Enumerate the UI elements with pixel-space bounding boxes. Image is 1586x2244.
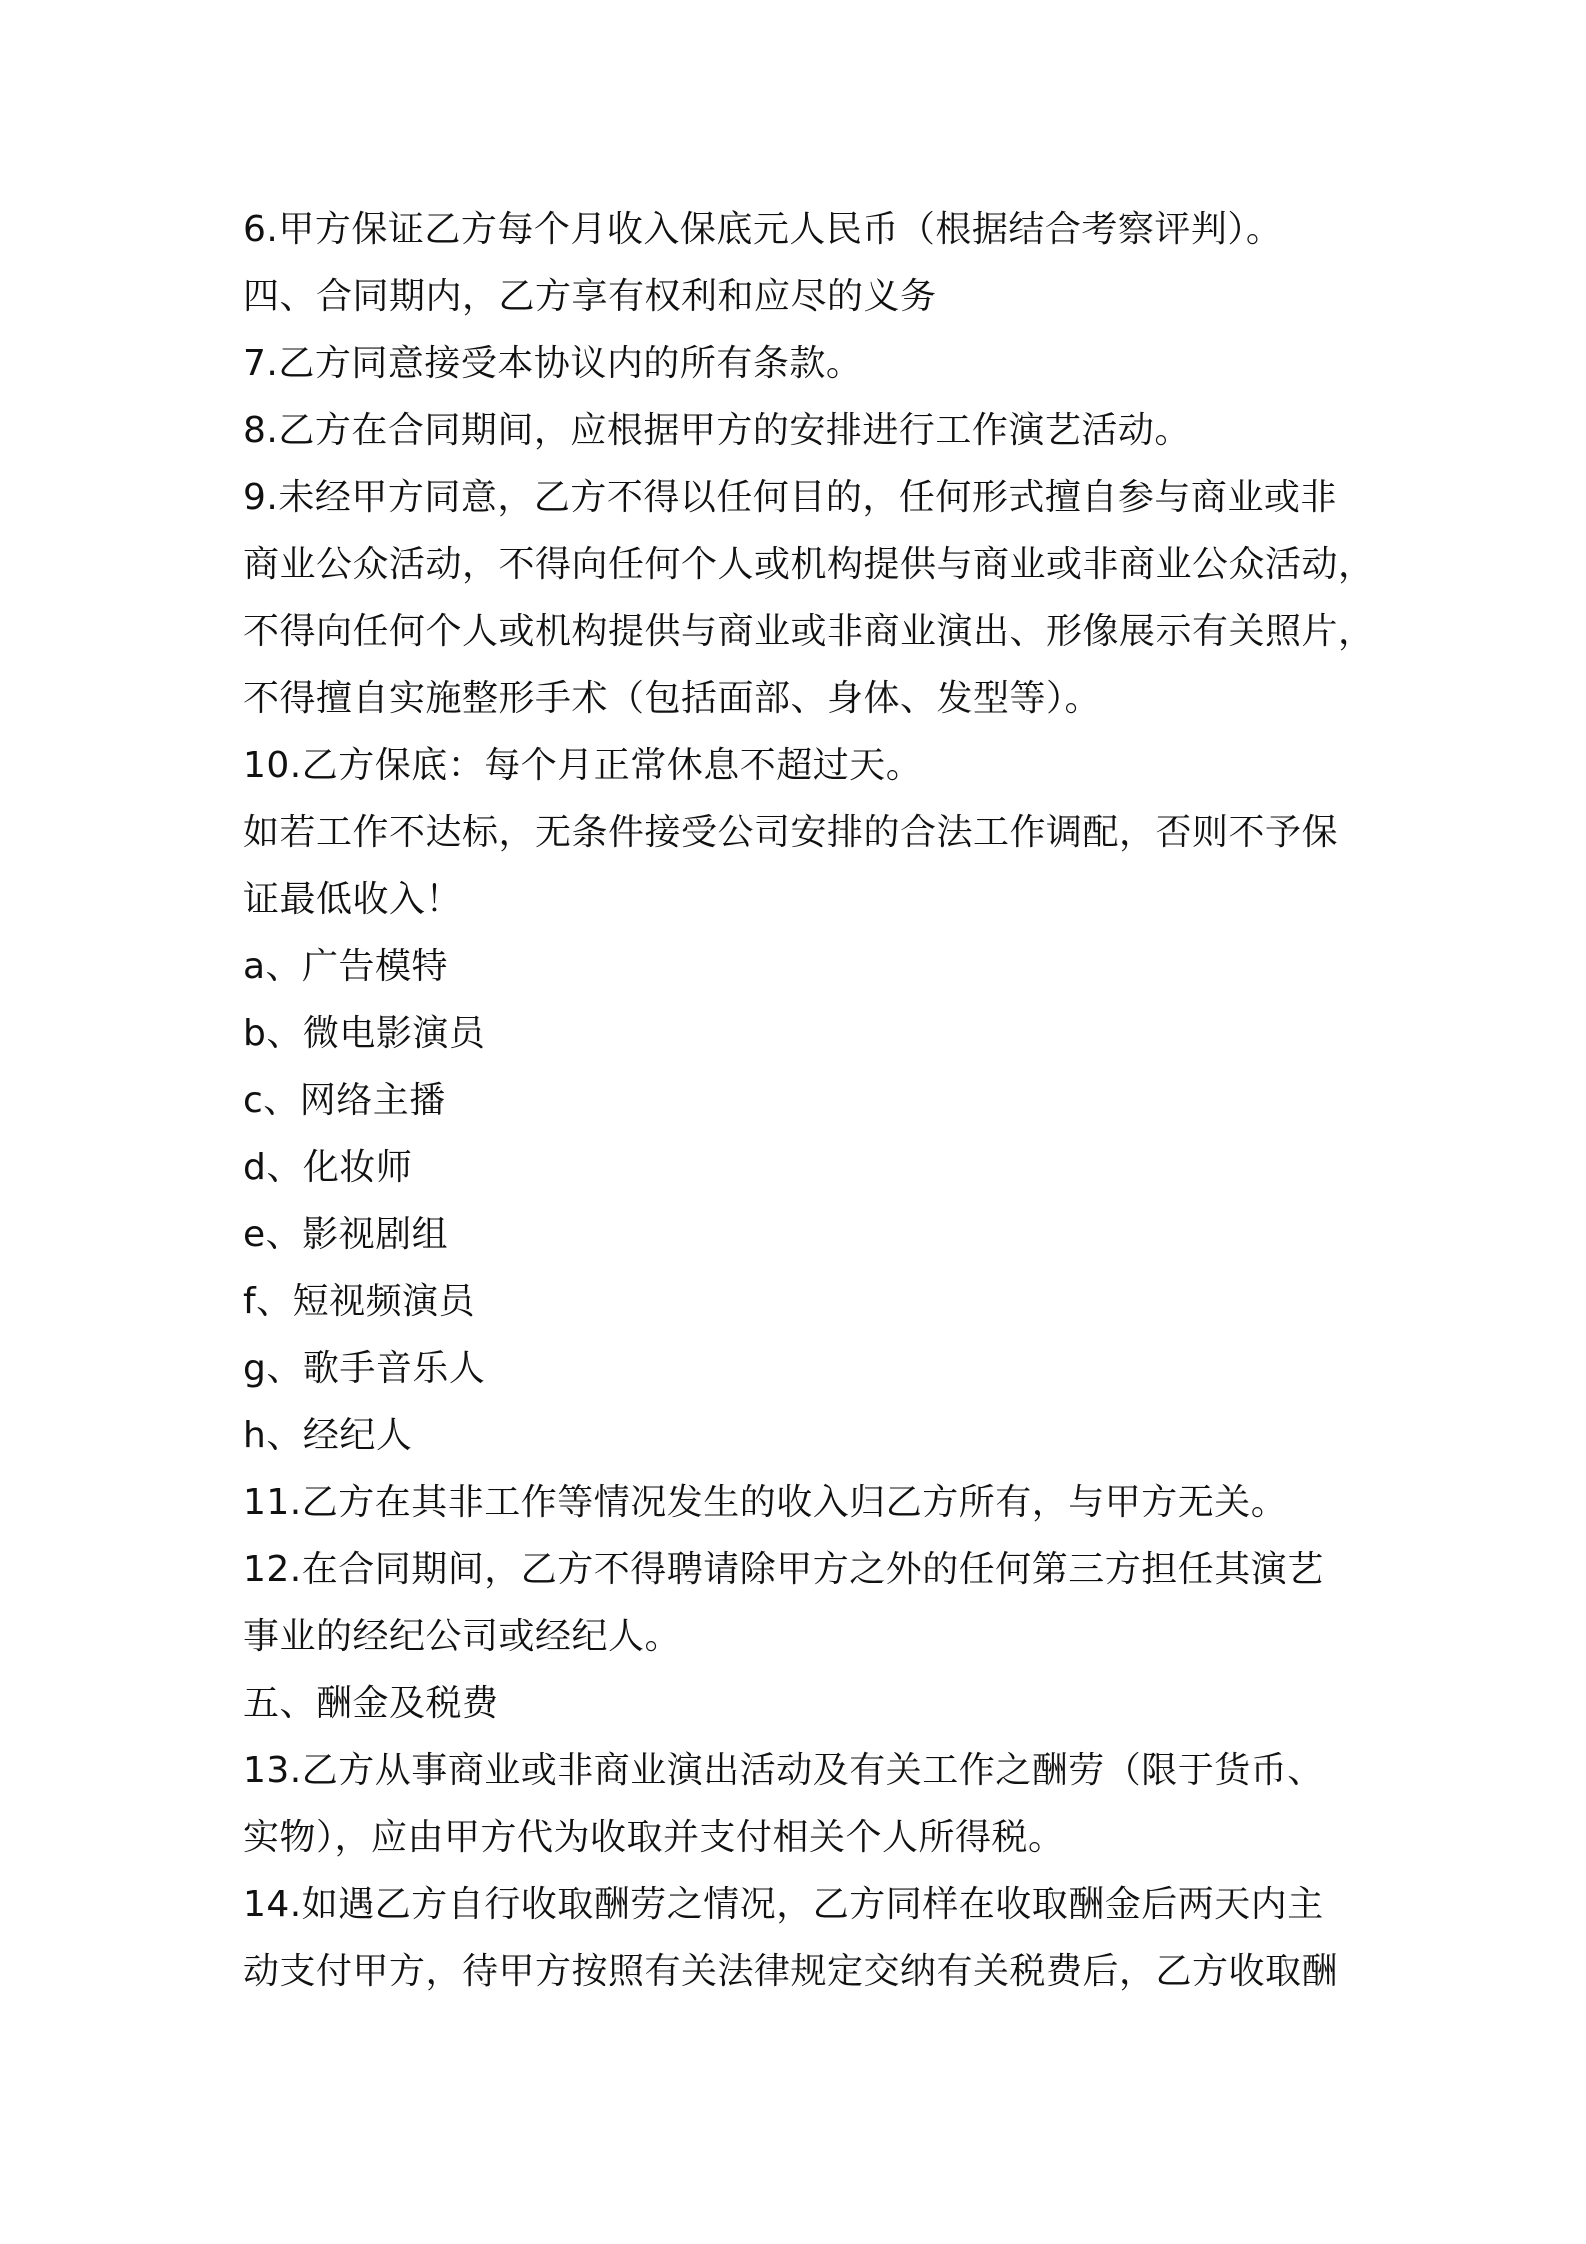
list-item: g、歌手音乐人 <box>243 1348 486 1389</box>
text-line: 6.甲方保证乙方每个月收入保底元人民币（根据结合考察评判）。 <box>243 209 1283 250</box>
text-line: 10.乙方保底：每个月正常休息不超过天。 <box>243 745 923 786</box>
text-line: 9.未经甲方同意，乙方不得以任何目的，任何形式擅自参与商业或非 <box>243 477 1337 518</box>
text-line: 不得擅自实施整形手术（包括面部、身体、发型等）。 <box>243 678 1102 719</box>
text-line: 14.如遇乙方自行收取酬劳之情况，乙方同样在收取酬金后两天内主 <box>243 1884 1324 1925</box>
list-item: a、广告模特 <box>243 946 449 987</box>
list-item: f、短视频演员 <box>243 1281 476 1322</box>
list-item: c、网络主播 <box>243 1080 446 1121</box>
list-item: e、影视剧组 <box>243 1214 449 1255</box>
text-line: 7.乙方同意接受本协议内的所有条款。 <box>243 343 863 384</box>
text-line: 11.乙方在其非工作等情况发生的收入归乙方所有，与甲方无关。 <box>243 1482 1288 1523</box>
list-item: b、微电影演员 <box>243 1013 486 1054</box>
text-line: 8.乙方在合同期间，应根据甲方的安排进行工作演艺活动。 <box>243 410 1191 451</box>
section-heading: 五、酬金及税费 <box>243 1683 499 1724</box>
contract-text <box>243 196 1373 2005</box>
text-line: 证最低收入！ <box>243 879 463 920</box>
text-line: 13.乙方从事商业或非商业演出活动及有关工作之酬劳（限于货币、 <box>243 1750 1324 1791</box>
text-line: 商业公众活动，不得向任何个人或机构提供与商业或非商业公众活动， <box>243 544 1375 585</box>
list-item: h、经纪人 <box>243 1415 413 1456</box>
section-heading: 四、合同期内，乙方享有权利和应尽的义务 <box>243 276 937 317</box>
text-line: 12.在合同期间，乙方不得聘请除甲方之外的任何第三方担任其演艺 <box>243 1549 1324 1590</box>
text-line: 事业的经纪公司或经纪人。 <box>243 1616 682 1657</box>
text-line: 动支付甲方，待甲方按照有关法律规定交纳有关税费后，乙方收取酬 <box>243 1951 1339 1992</box>
text-line: 如若工作不达标，无条件接受公司安排的合法工作调配，否则不予保 <box>243 812 1339 853</box>
list-item: d、化妆师 <box>243 1147 413 1188</box>
text-line: 不得向任何个人或机构提供与商业或非商业演出、形像展示有关照片， <box>243 611 1375 652</box>
text-line: 实物），应由甲方代为收取并支付相关个人所得税。 <box>243 1817 1065 1858</box>
